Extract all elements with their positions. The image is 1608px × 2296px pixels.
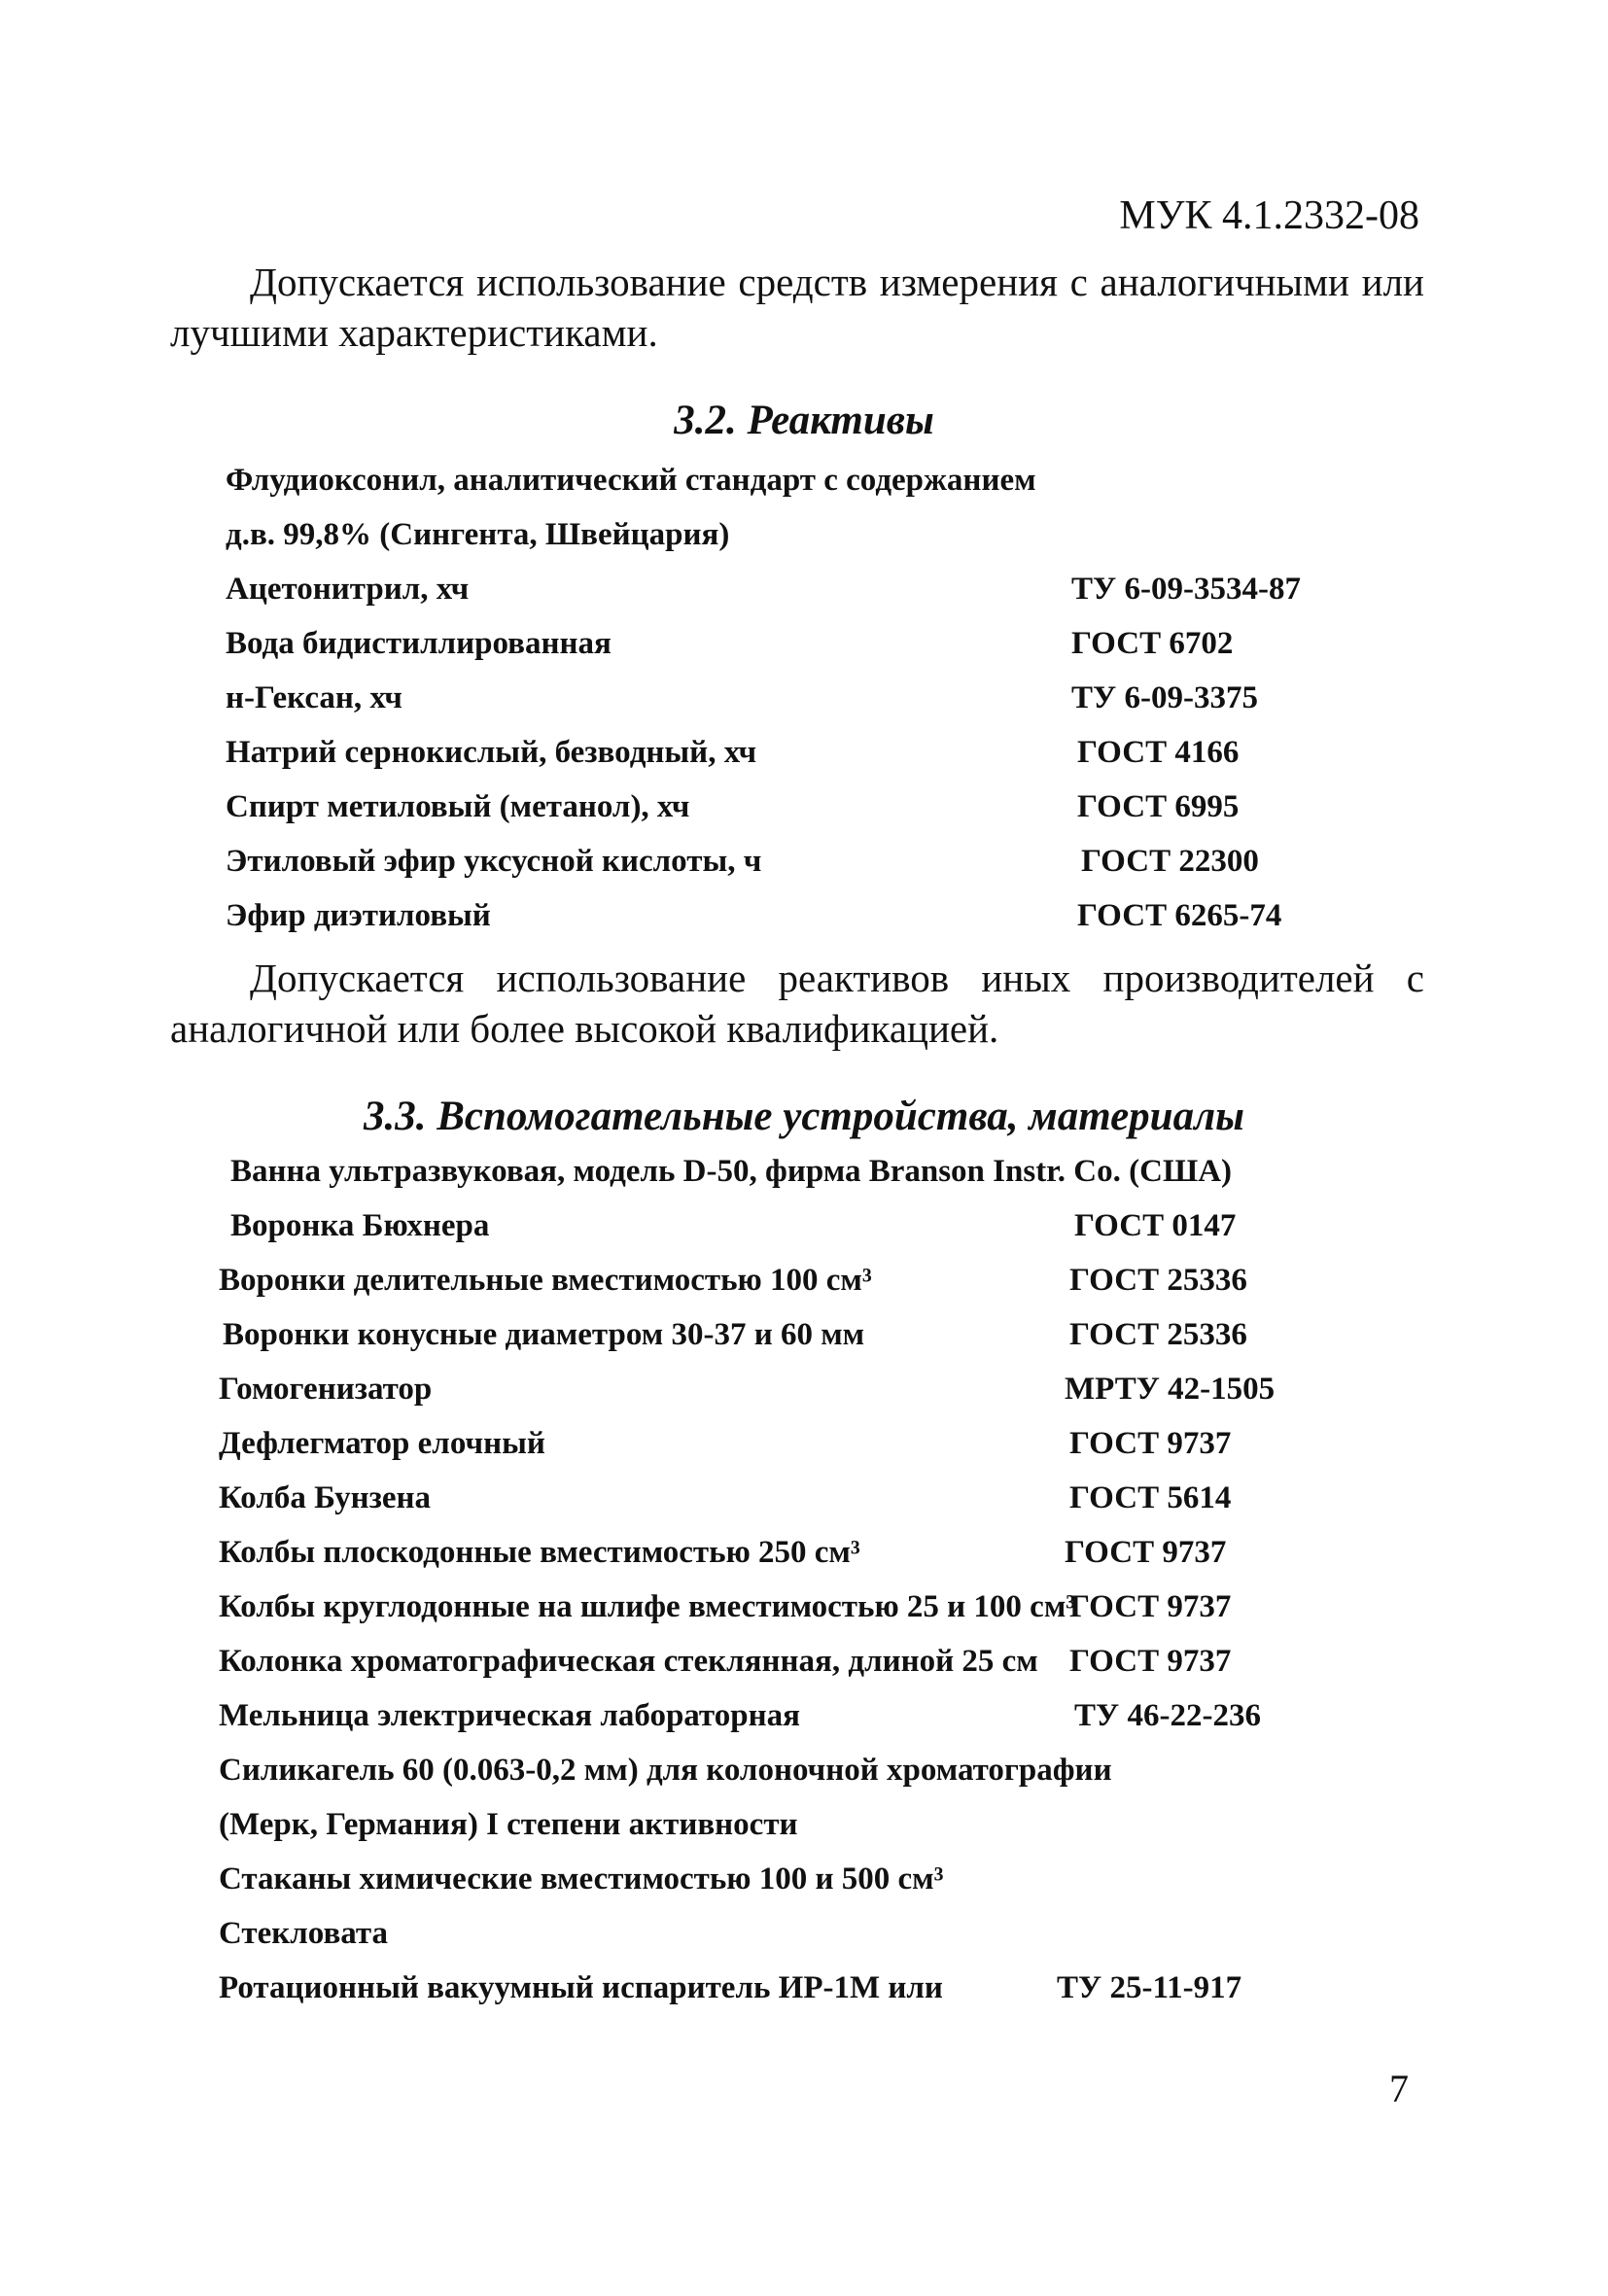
reagent-standard: ГОСТ 22300 bbox=[1081, 844, 1259, 879]
equipment-name: Силикагель 60 (0.063-0,2 мм) для колоночной хроматографии bbox=[219, 1753, 1112, 1788]
equipment-name: (Мерк, Германия) I степени активности bbox=[219, 1807, 798, 1842]
list-item bbox=[219, 1263, 1337, 1317]
reagent-standard: ГОСТ 6702 bbox=[1071, 626, 1234, 661]
list-item bbox=[226, 626, 1344, 680]
equipment-name: Ванна ультразвуковая, модель D-50, фирма Branson Instr. Co. (США) bbox=[230, 1154, 1233, 1189]
reagent-name: Ацетонитрил, хч bbox=[226, 572, 470, 607]
list-item bbox=[219, 1698, 1337, 1753]
list-item bbox=[219, 1426, 1337, 1480]
list-item bbox=[226, 789, 1344, 844]
reagent-name: н-Гексан, хч bbox=[226, 680, 402, 715]
equipment-name: Воронки делительные вместимостью 100 см³ bbox=[219, 1263, 872, 1298]
equipment-standard: ТУ 46-22-236 bbox=[1074, 1698, 1261, 1733]
reagent-name: Натрий сернокислый, безводный, хч bbox=[226, 735, 757, 770]
equipment-standard: ГОСТ 9737 bbox=[1065, 1535, 1227, 1570]
list-item bbox=[219, 1916, 1337, 1970]
equipment-standard: ГОСТ 25336 bbox=[1069, 1263, 1247, 1298]
intro-paragraph-text: Допускается использование средств измерения с аналогичными или лучшими характеристиками. bbox=[170, 260, 1424, 355]
list-item bbox=[226, 898, 1344, 953]
equipment-standard: ГОСТ 9737 bbox=[1069, 1644, 1232, 1679]
list-item bbox=[219, 1208, 1337, 1263]
reagents-list bbox=[226, 463, 1344, 953]
equipment-name: Колонка хроматографическая стеклянная, длиной 25 см bbox=[219, 1644, 1038, 1679]
equipment-standard: ГОСТ 9737 bbox=[1069, 1426, 1232, 1461]
equipment-standard: ГОСТ 25336 bbox=[1069, 1317, 1247, 1352]
intro-paragraph bbox=[170, 257, 1424, 358]
list-item bbox=[219, 1970, 1337, 2025]
reagent-name: д.в. 99,8% (Сингента, Швейцария) bbox=[226, 517, 730, 552]
reagent-name: Спирт метиловый (метанол), хч bbox=[226, 789, 690, 824]
reagent-name: Флудиоксонил, аналитический стандарт с содержанием bbox=[226, 463, 1036, 498]
list-item bbox=[226, 517, 1344, 572]
list-item bbox=[219, 1372, 1337, 1426]
equipment-name: Воронки конусные диаметром 30-37 и 60 мм bbox=[223, 1317, 865, 1352]
reagent-name: Эфир диэтиловый bbox=[226, 898, 491, 933]
page-number: 7 bbox=[1389, 2067, 1409, 2110]
equipment-standard: ГОСТ 0147 bbox=[1074, 1208, 1237, 1243]
equipment-name: Мельница электрическая лабораторная bbox=[219, 1698, 800, 1733]
list-item bbox=[226, 463, 1344, 517]
equipment-name: Воронка Бюхнера bbox=[230, 1208, 490, 1243]
list-item bbox=[226, 572, 1344, 626]
equipment-standard: МРТУ 42-1505 bbox=[1065, 1372, 1276, 1407]
equipment-name: Гомогенизатор bbox=[219, 1372, 433, 1407]
list-item bbox=[219, 1807, 1337, 1861]
equipment-standard: ТУ 25-11-917 bbox=[1057, 1970, 1242, 2005]
document-code: МУК 4.1.2332-08 bbox=[1119, 193, 1419, 238]
list-item bbox=[226, 735, 1344, 789]
reagents-note-text: Допускается использование реактивов иных производителей с аналогичной или более высокой квалификацией. bbox=[170, 956, 1424, 1051]
list-item bbox=[226, 844, 1344, 898]
reagent-standard: ГОСТ 4166 bbox=[1077, 735, 1240, 770]
list-item bbox=[219, 1589, 1337, 1644]
equipment-name: Стаканы химические вместимостью 100 и 500 см³ bbox=[219, 1861, 944, 1896]
equipment-heading: 3.3. Вспомогательные устройства, материалы bbox=[363, 1094, 1244, 1139]
equipment-name: Стекловата bbox=[219, 1916, 389, 1951]
equipment-name: Колба Бунзена bbox=[219, 1480, 432, 1515]
equipment-name: Ротационный вакуумный испаритель ИР-1М или bbox=[219, 1970, 943, 2005]
list-item bbox=[219, 1480, 1337, 1535]
equipment-name: Колбы круглодонные на шлифе вместимостью 25 и 100 см³ bbox=[219, 1589, 1076, 1624]
list-item bbox=[219, 1644, 1337, 1698]
equipment-list bbox=[219, 1154, 1337, 2025]
equipment-name: Колбы плоскодонные вместимостью 250 см³ bbox=[219, 1535, 860, 1570]
reagents-heading: 3.2. Реактивы bbox=[674, 398, 934, 443]
reagent-standard: ГОСТ 6265-74 bbox=[1077, 898, 1282, 933]
list-item bbox=[219, 1861, 1337, 1916]
equipment-standard: ГОСТ 9737 bbox=[1069, 1589, 1232, 1624]
reagent-standard: ТУ 6-09-3375 bbox=[1071, 680, 1258, 715]
list-item bbox=[219, 1753, 1337, 1807]
reagents-note bbox=[170, 953, 1424, 1054]
equipment-name: Дефлегматор елочный bbox=[219, 1426, 545, 1461]
reagent-name: Этиловый эфир уксусной кислоты, ч bbox=[226, 844, 762, 879]
list-item bbox=[219, 1317, 1337, 1372]
reagent-standard: ТУ 6-09-3534-87 bbox=[1071, 572, 1301, 607]
list-item bbox=[219, 1154, 1337, 1208]
equipment-standard: ГОСТ 5614 bbox=[1069, 1480, 1232, 1515]
list-item bbox=[219, 1535, 1337, 1589]
list-item bbox=[226, 680, 1344, 735]
reagent-standard: ГОСТ 6995 bbox=[1077, 789, 1240, 824]
reagent-name: Вода бидистиллированная bbox=[226, 626, 612, 661]
